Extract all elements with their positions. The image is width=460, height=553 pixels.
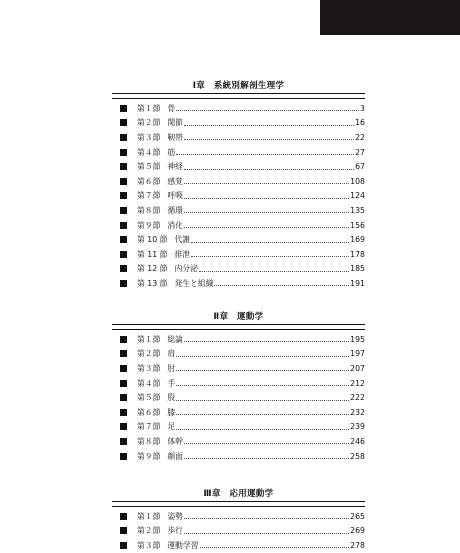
section-topic: 股 — [167, 393, 176, 403]
section-topic: 顔面 — [167, 451, 183, 461]
chapter-title: Ⅰ章 系統別解剖生理学 — [192, 81, 285, 91]
section-number: 第 12 節 — [137, 264, 168, 274]
page-number: 212 — [350, 378, 365, 388]
square-bullet-icon — [120, 409, 127, 416]
chapter-title: Ⅲ章 応用運動学 — [203, 489, 274, 499]
square-bullet-icon — [120, 380, 127, 387]
page-number: 27 — [355, 147, 365, 157]
section-number: 第１節 — [137, 334, 161, 344]
chapter-section — [112, 311, 365, 463]
page-number: 207 — [350, 363, 365, 373]
section-number: 第９節 — [137, 220, 161, 230]
page-number: 222 — [350, 393, 365, 403]
square-bullet-icon — [120, 365, 127, 372]
page-number: 169 — [350, 235, 365, 245]
dot-leader — [200, 546, 350, 548]
section-number: 第３節 — [137, 132, 161, 142]
dot-leader — [176, 355, 349, 357]
page-number: 22 — [355, 132, 365, 142]
toc-list — [112, 507, 365, 553]
square-bullet-icon — [120, 542, 127, 549]
page-number: 185 — [350, 264, 365, 274]
section-number: 第４節 — [137, 147, 161, 157]
square-bullet-icon — [120, 453, 127, 460]
toc-entry[interactable] — [112, 145, 365, 160]
section-number: 第１節 — [137, 103, 161, 113]
toc-entry[interactable] — [112, 189, 365, 204]
section-number: 第８節 — [137, 205, 161, 215]
square-bullet-icon — [120, 236, 127, 243]
page-number: 197 — [350, 349, 365, 359]
section-number: 第 10 節 — [137, 235, 168, 245]
section-number: 第２節 — [137, 526, 161, 536]
square-bullet-icon — [120, 222, 127, 229]
toc-entry[interactable] — [112, 509, 365, 524]
dot-leader — [184, 138, 354, 140]
square-bullet-icon — [120, 438, 127, 445]
toc-entry[interactable] — [112, 420, 365, 435]
toc-list — [112, 330, 365, 463]
toc-entry[interactable] — [112, 524, 365, 539]
section-topic: 骨 — [167, 103, 176, 113]
section-topic: 呼吸 — [167, 191, 183, 201]
toc-entry[interactable] — [112, 332, 365, 347]
page-number: 16 — [355, 118, 365, 128]
dot-leader — [184, 197, 349, 199]
square-bullet-icon — [120, 105, 127, 112]
section-number: 第３節 — [137, 363, 161, 373]
dot-leader — [214, 284, 349, 286]
square-bullet-icon — [120, 336, 127, 343]
section-topic: 感覚 — [167, 176, 183, 186]
dot-leader — [191, 241, 349, 243]
square-bullet-icon — [120, 149, 127, 156]
section-number: 第７節 — [137, 422, 161, 432]
section-topic: 発生と組織 — [174, 278, 214, 288]
toc-entry[interactable] — [112, 347, 365, 362]
square-bullet-icon — [120, 134, 127, 141]
dot-leader — [176, 153, 354, 155]
dot-leader — [199, 270, 349, 272]
dot-leader — [176, 399, 349, 401]
section-number: 第５節 — [137, 162, 161, 172]
square-bullet-icon — [120, 423, 127, 430]
square-bullet-icon — [120, 527, 127, 534]
page-number: 258 — [350, 451, 365, 461]
toc-entry[interactable] — [112, 116, 365, 131]
section-topic: 肘 — [167, 363, 176, 373]
dot-leader — [184, 442, 349, 444]
dot-leader — [191, 255, 349, 257]
page-number: 67 — [355, 162, 365, 172]
chapter-section — [112, 80, 365, 291]
toc-entry[interactable] — [112, 247, 365, 262]
page-number: 135 — [350, 205, 365, 215]
corner-dark-block — [320, 0, 460, 35]
toc-entry[interactable] — [112, 376, 365, 391]
page-number: 191 — [350, 278, 365, 288]
toc-entry[interactable] — [112, 276, 365, 291]
toc-entry[interactable] — [112, 262, 365, 277]
toc-entry[interactable] — [112, 405, 365, 420]
section-topic: 総論 — [167, 334, 183, 344]
toc-entry[interactable] — [112, 361, 365, 376]
toc-entry[interactable] — [112, 232, 365, 247]
toc-entry[interactable] — [112, 101, 365, 116]
dot-leader — [176, 384, 349, 386]
page-number: 156 — [350, 220, 365, 230]
dot-leader — [184, 182, 349, 184]
section-topic: 靭帯 — [167, 132, 183, 142]
page-number: 265 — [350, 511, 365, 521]
chapter-section — [112, 488, 365, 553]
page-number: 278 — [350, 540, 365, 550]
section-number: 第２節 — [137, 349, 161, 359]
section-topic: 運動学習 — [167, 540, 199, 550]
square-bullet-icon — [120, 119, 127, 126]
section-number: 第 13 節 — [137, 278, 168, 288]
square-bullet-icon — [120, 265, 127, 272]
section-number: 第５節 — [137, 393, 161, 403]
square-bullet-icon — [120, 350, 127, 357]
toc-entry[interactable] — [112, 218, 365, 233]
section-topic: 代謝 — [174, 235, 191, 245]
section-number: 第６節 — [137, 407, 161, 417]
square-bullet-icon — [120, 192, 127, 199]
dot-leader — [176, 109, 359, 111]
section-topic: 関節 — [167, 118, 183, 128]
section-number: 第 11 節 — [137, 249, 168, 259]
page-number: 3 — [360, 103, 365, 113]
section-topic: 消化 — [167, 220, 183, 230]
square-bullet-icon — [120, 394, 127, 401]
section-number: 第２節 — [137, 118, 161, 128]
toc-entry[interactable] — [112, 538, 365, 553]
page-number: 246 — [350, 436, 365, 446]
section-topic: 歩行 — [167, 526, 183, 536]
section-topic: 手 — [167, 378, 176, 388]
toc-entry[interactable] — [112, 130, 365, 145]
section-topic: 内分泌 — [174, 264, 198, 274]
toc-entry[interactable] — [112, 390, 365, 405]
square-bullet-icon — [120, 207, 127, 214]
page-number: 239 — [350, 422, 365, 432]
dot-leader — [184, 226, 349, 228]
section-topic: 体幹 — [167, 436, 183, 446]
dot-leader — [176, 428, 349, 430]
square-bullet-icon — [120, 513, 127, 520]
page-number: 124 — [350, 191, 365, 201]
section-number: 第９節 — [137, 451, 161, 461]
toc-entry[interactable] — [112, 203, 365, 218]
section-topic: 排泄 — [174, 249, 191, 259]
toc-entry[interactable] — [112, 159, 365, 174]
section-topic: 肩 — [167, 349, 176, 359]
section-number: 第６節 — [137, 176, 161, 186]
dot-leader — [184, 457, 349, 459]
chapter-title: Ⅱ章 運動学 — [213, 312, 264, 322]
section-topic: 足 — [167, 422, 176, 432]
dot-leader — [184, 124, 354, 126]
section-topic: 神経 — [167, 162, 183, 172]
page-number: 108 — [350, 176, 365, 186]
section-number: 第４節 — [137, 378, 161, 388]
section-topic: 筋 — [167, 147, 176, 157]
dot-leader — [176, 413, 349, 415]
section-number: 第８節 — [137, 436, 161, 446]
square-bullet-icon — [120, 163, 127, 170]
page-number: 269 — [350, 526, 365, 536]
toc-entry[interactable] — [112, 449, 365, 464]
dot-leader — [184, 517, 349, 519]
dot-leader — [176, 369, 349, 371]
toc-entry[interactable] — [112, 174, 365, 189]
section-number: 第７節 — [137, 191, 161, 201]
section-number: 第３節 — [137, 540, 161, 550]
square-bullet-icon — [120, 251, 127, 258]
section-topic: 循環 — [167, 205, 183, 215]
page-number: 178 — [350, 249, 365, 259]
dot-leader — [184, 340, 349, 342]
section-number: 第１節 — [137, 511, 161, 521]
square-bullet-icon — [120, 280, 127, 287]
dot-leader — [184, 168, 354, 170]
page-number: 195 — [350, 334, 365, 344]
dot-leader — [184, 211, 349, 213]
toc-entry[interactable] — [112, 434, 365, 449]
section-topic: 膝 — [167, 407, 176, 417]
section-topic: 姿勢 — [167, 511, 183, 521]
dot-leader — [184, 532, 349, 534]
square-bullet-icon — [120, 178, 127, 185]
page-number: 232 — [350, 407, 365, 417]
toc-list — [112, 99, 365, 291]
